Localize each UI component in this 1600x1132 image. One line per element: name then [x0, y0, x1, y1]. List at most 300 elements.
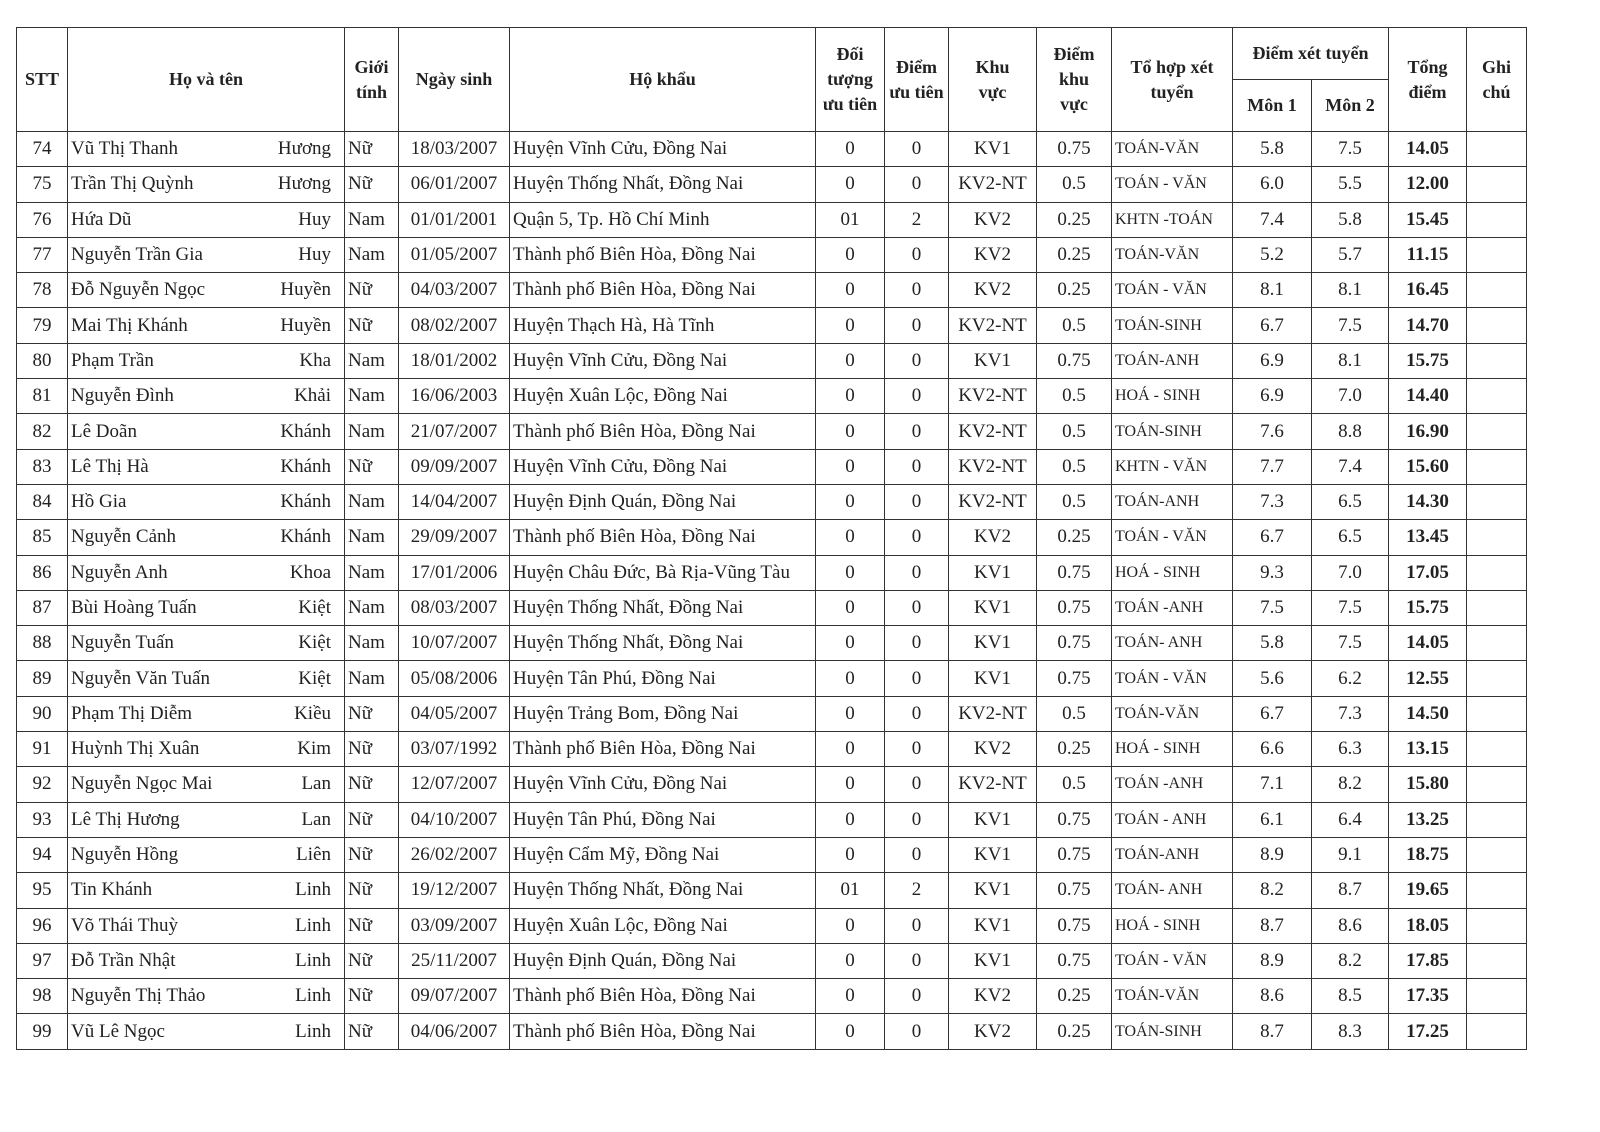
- cell-priority-group: 0: [816, 520, 885, 555]
- cell-surname: Hứa Dũ: [71, 208, 132, 230]
- cell-priority-group: 0: [816, 484, 885, 519]
- cell-dob: 03/07/1992: [399, 732, 510, 767]
- cell-total: 17.35: [1389, 979, 1467, 1014]
- cell-subject2: 8.5: [1312, 979, 1389, 1014]
- cell-stt: 95: [17, 873, 68, 908]
- cell-surname: Nguyễn Hồng: [71, 844, 179, 866]
- cell-region-points: 0.5: [1037, 414, 1112, 449]
- cell-dob: 17/01/2006: [399, 555, 510, 590]
- cell-subject2: 8.1: [1312, 273, 1389, 308]
- cell-given-name: Huyền: [280, 279, 331, 301]
- cell-stt: 88: [17, 626, 68, 661]
- cell-stt: 96: [17, 908, 68, 943]
- cell-subject2: 9.1: [1312, 837, 1389, 872]
- cell-subject1: 7.1: [1233, 767, 1312, 802]
- cell-total: 14.05: [1389, 132, 1467, 167]
- cell-total: 12.00: [1389, 167, 1467, 202]
- cell-address: Thành phố Biên Hòa, Đồng Nai: [510, 273, 816, 308]
- cell-stt: 79: [17, 308, 68, 343]
- cell-subject1: 7.7: [1233, 449, 1312, 484]
- cell-dob: 04/06/2007: [399, 1014, 510, 1049]
- cell-name: [68, 484, 345, 519]
- cell-total: 11.15: [1389, 237, 1467, 272]
- cell-gender: Nữ: [345, 732, 399, 767]
- cell-total: 14.70: [1389, 308, 1467, 343]
- cell-address: Huyện Thống Nhất, Đồng Nai: [510, 167, 816, 202]
- cell-surname: Phạm Trần: [71, 349, 154, 371]
- cell-dob: 18/03/2007: [399, 132, 510, 167]
- cell-region: KV2: [949, 237, 1037, 272]
- cell-priority-group: 0: [816, 343, 885, 378]
- cell-priority-group: 0: [816, 908, 885, 943]
- cell-region-points: 0.75: [1037, 802, 1112, 837]
- cell-subject1: 6.1: [1233, 802, 1312, 837]
- header-priority-points: Điểm ưu tiên: [885, 28, 949, 132]
- cell-dob: 26/02/2007: [399, 837, 510, 872]
- cell-given-name: Kim: [297, 738, 331, 760]
- header-note: Ghi chú: [1467, 28, 1527, 132]
- cell-region-points: 0.75: [1037, 661, 1112, 696]
- cell-stt: 74: [17, 132, 68, 167]
- cell-given-name: Khánh: [280, 455, 331, 477]
- cell-subject2: 7.3: [1312, 696, 1389, 731]
- cell-dob: 21/07/2007: [399, 414, 510, 449]
- cell-subject1: 5.8: [1233, 132, 1312, 167]
- cell-address: Huyện Vĩnh Cửu, Đồng Nai: [510, 449, 816, 484]
- header-region: Khu vực: [949, 28, 1037, 132]
- cell-address: Huyện Vĩnh Cửu, Đồng Nai: [510, 767, 816, 802]
- cell-note: [1467, 590, 1527, 625]
- cell-total: 17.25: [1389, 1014, 1467, 1049]
- cell-priority-group: 0: [816, 943, 885, 978]
- cell-region-points: 0.25: [1037, 237, 1112, 272]
- cell-address: Huyện Châu Đức, Bà Rịa-Vũng Tàu: [510, 555, 816, 590]
- cell-total: 18.75: [1389, 837, 1467, 872]
- cell-stt: 92: [17, 767, 68, 802]
- cell-priority-group: 0: [816, 979, 885, 1014]
- cell-name: [68, 379, 345, 414]
- cell-region: KV2-NT: [949, 484, 1037, 519]
- cell-subject2: 8.1: [1312, 343, 1389, 378]
- cell-subject2: 8.2: [1312, 943, 1389, 978]
- cell-region: KV2-NT: [949, 414, 1037, 449]
- cell-region: KV1: [949, 908, 1037, 943]
- admission-results-table: [16, 27, 1527, 1050]
- cell-region-points: 0.25: [1037, 520, 1112, 555]
- cell-priority-points: 0: [885, 484, 949, 519]
- cell-note: [1467, 167, 1527, 202]
- cell-gender: Nam: [345, 520, 399, 555]
- cell-total: 14.05: [1389, 626, 1467, 661]
- cell-address: Huyện Vĩnh Cửu, Đồng Nai: [510, 132, 816, 167]
- cell-given-name: Lan: [301, 808, 331, 830]
- cell-dob: 09/07/2007: [399, 979, 510, 1014]
- cell-gender: Nữ: [345, 908, 399, 943]
- cell-surname: Tin Khánh: [71, 879, 153, 901]
- cell-subject2: 8.3: [1312, 1014, 1389, 1049]
- cell-region-points: 0.25: [1037, 1014, 1112, 1049]
- cell-total: 14.50: [1389, 696, 1467, 731]
- cell-region: KV1: [949, 590, 1037, 625]
- cell-total: 19.65: [1389, 873, 1467, 908]
- header-scores: Điểm xét tuyển: [1233, 28, 1389, 80]
- cell-subject1: 6.6: [1233, 732, 1312, 767]
- cell-total: 15.45: [1389, 202, 1467, 237]
- cell-gender: Nữ: [345, 696, 399, 731]
- cell-priority-points: 0: [885, 661, 949, 696]
- cell-subject1: 6.9: [1233, 343, 1312, 378]
- cell-region: KV2: [949, 732, 1037, 767]
- cell-subject1: 6.9: [1233, 379, 1312, 414]
- cell-gender: Nữ: [345, 308, 399, 343]
- cell-subject2: 7.5: [1312, 590, 1389, 625]
- cell-name: [68, 732, 345, 767]
- cell-region: KV1: [949, 343, 1037, 378]
- cell-name: [68, 1014, 345, 1049]
- table-row: [17, 767, 1527, 802]
- table-row: [17, 520, 1527, 555]
- cell-given-name: Linh: [295, 985, 331, 1007]
- cell-note: [1467, 873, 1527, 908]
- cell-subject2: 8.6: [1312, 908, 1389, 943]
- table-row: [17, 237, 1527, 272]
- cell-subject1: 8.9: [1233, 943, 1312, 978]
- cell-stt: 76: [17, 202, 68, 237]
- cell-dob: 25/11/2007: [399, 943, 510, 978]
- cell-surname: Võ Thái Thuỳ: [71, 914, 178, 936]
- cell-given-name: Kha: [299, 349, 331, 371]
- cell-priority-points: 0: [885, 590, 949, 625]
- cell-stt: 81: [17, 379, 68, 414]
- cell-surname: Lê Thị Hà: [71, 455, 149, 477]
- cell-subject1: 6.7: [1233, 696, 1312, 731]
- cell-subject1: 6.7: [1233, 308, 1312, 343]
- cell-gender: Nữ: [345, 273, 399, 308]
- cell-subject1: 5.8: [1233, 626, 1312, 661]
- cell-priority-group: 0: [816, 661, 885, 696]
- cell-gender: Nữ: [345, 132, 399, 167]
- cell-name: [68, 802, 345, 837]
- cell-name: [68, 132, 345, 167]
- cell-combo: HOÁ - SINH: [1112, 555, 1233, 590]
- cell-name: [68, 555, 345, 590]
- table-row: [17, 661, 1527, 696]
- cell-name: [68, 520, 345, 555]
- table-row: [17, 873, 1527, 908]
- cell-subject2: 5.8: [1312, 202, 1389, 237]
- cell-subject1: 8.7: [1233, 1014, 1312, 1049]
- header-subject2: Môn 2: [1312, 80, 1389, 132]
- cell-total: 17.85: [1389, 943, 1467, 978]
- cell-region: KV2-NT: [949, 696, 1037, 731]
- cell-address: Thành phố Biên Hòa, Đồng Nai: [510, 414, 816, 449]
- cell-dob: 14/04/2007: [399, 484, 510, 519]
- cell-address: Huyện Cẩm Mỹ, Đồng Nai: [510, 837, 816, 872]
- cell-gender: Nữ: [345, 767, 399, 802]
- cell-combo: TOÁN -ANH: [1112, 767, 1233, 802]
- cell-address: Quận 5, Tp. Hồ Chí Minh: [510, 202, 816, 237]
- cell-combo: TOÁN-VĂN: [1112, 979, 1233, 1014]
- cell-note: [1467, 414, 1527, 449]
- cell-dob: 06/01/2007: [399, 167, 510, 202]
- cell-subject2: 6.5: [1312, 484, 1389, 519]
- cell-subject1: 7.3: [1233, 484, 1312, 519]
- cell-priority-points: 0: [885, 132, 949, 167]
- table-row: [17, 802, 1527, 837]
- cell-address: Huyện Thống Nhất, Đồng Nai: [510, 626, 816, 661]
- table-row: [17, 202, 1527, 237]
- cell-stt: 77: [17, 237, 68, 272]
- cell-name: [68, 167, 345, 202]
- cell-total: 15.75: [1389, 343, 1467, 378]
- cell-name: [68, 449, 345, 484]
- cell-dob: 04/05/2007: [399, 696, 510, 731]
- cell-dob: 03/09/2007: [399, 908, 510, 943]
- cell-region: KV1: [949, 802, 1037, 837]
- cell-address: Huyện Xuân Lộc, Đồng Nai: [510, 908, 816, 943]
- cell-given-name: Linh: [295, 879, 331, 901]
- cell-given-name: Khánh: [280, 491, 331, 513]
- cell-region-points: 0.25: [1037, 732, 1112, 767]
- cell-stt: 97: [17, 943, 68, 978]
- cell-priority-group: 0: [816, 273, 885, 308]
- cell-surname: Phạm Thị Diễm: [71, 702, 193, 724]
- cell-region: KV1: [949, 132, 1037, 167]
- header-name: Họ và tên: [68, 28, 345, 132]
- cell-gender: Nữ: [345, 167, 399, 202]
- cell-given-name: Hương: [277, 138, 331, 160]
- cell-surname: Nguyễn Ngọc Mai: [71, 773, 213, 795]
- table-row: [17, 273, 1527, 308]
- cell-stt: 90: [17, 696, 68, 731]
- cell-stt: 98: [17, 979, 68, 1014]
- cell-combo: HOÁ - SINH: [1112, 908, 1233, 943]
- cell-region: KV1: [949, 555, 1037, 590]
- cell-priority-group: 0: [816, 732, 885, 767]
- cell-address: Huyện Tân Phú, Đồng Nai: [510, 802, 816, 837]
- header-gender: Giới tính: [345, 28, 399, 132]
- cell-name: [68, 308, 345, 343]
- table-row: [17, 484, 1527, 519]
- cell-name: [68, 767, 345, 802]
- cell-subject2: 8.7: [1312, 873, 1389, 908]
- cell-stt: 80: [17, 343, 68, 378]
- cell-stt: 89: [17, 661, 68, 696]
- cell-combo: TOÁN-SINH: [1112, 308, 1233, 343]
- cell-surname: Nguyễn Cảnh: [71, 526, 177, 548]
- cell-address: Thành phố Biên Hòa, Đồng Nai: [510, 1014, 816, 1049]
- cell-region: KV2: [949, 979, 1037, 1014]
- cell-stt: 99: [17, 1014, 68, 1049]
- cell-total: 18.05: [1389, 908, 1467, 943]
- cell-priority-points: 0: [885, 908, 949, 943]
- cell-priority-group: 0: [816, 379, 885, 414]
- cell-combo: TOÁN-SINH: [1112, 414, 1233, 449]
- cell-note: [1467, 943, 1527, 978]
- cell-name: [68, 661, 345, 696]
- cell-priority-group: 0: [816, 449, 885, 484]
- cell-priority-group: 0: [816, 626, 885, 661]
- cell-name: [68, 873, 345, 908]
- cell-stt: 87: [17, 590, 68, 625]
- cell-priority-points: 0: [885, 979, 949, 1014]
- cell-note: [1467, 626, 1527, 661]
- cell-subject2: 6.2: [1312, 661, 1389, 696]
- cell-address: Thành phố Biên Hòa, Đồng Nai: [510, 732, 816, 767]
- table-row: [17, 1014, 1527, 1049]
- cell-priority-points: 0: [885, 520, 949, 555]
- cell-subject1: 5.2: [1233, 237, 1312, 272]
- cell-combo: TOÁN-VĂN: [1112, 696, 1233, 731]
- cell-given-name: Kiều: [294, 702, 331, 724]
- cell-surname: Nguyễn Trần Gia: [71, 244, 203, 266]
- cell-priority-points: 2: [885, 202, 949, 237]
- table-row: [17, 696, 1527, 731]
- cell-total: 15.75: [1389, 590, 1467, 625]
- cell-stt: 93: [17, 802, 68, 837]
- cell-region-points: 0.5: [1037, 696, 1112, 731]
- cell-combo: TOÁN-ANH: [1112, 837, 1233, 872]
- cell-gender: Nam: [345, 343, 399, 378]
- cell-given-name: Huy: [298, 244, 331, 266]
- cell-subject2: 8.2: [1312, 767, 1389, 802]
- cell-subject1: 8.9: [1233, 837, 1312, 872]
- cell-dob: 05/08/2006: [399, 661, 510, 696]
- cell-priority-group: 0: [816, 837, 885, 872]
- cell-subject2: 7.5: [1312, 626, 1389, 661]
- cell-given-name: Huy: [298, 208, 331, 230]
- cell-stt: 75: [17, 167, 68, 202]
- cell-total: 15.80: [1389, 767, 1467, 802]
- cell-note: [1467, 696, 1527, 731]
- cell-subject2: 7.5: [1312, 308, 1389, 343]
- cell-dob: 01/05/2007: [399, 237, 510, 272]
- cell-priority-group: 0: [816, 802, 885, 837]
- cell-priority-group: 01: [816, 873, 885, 908]
- table-row: [17, 379, 1527, 414]
- cell-priority-points: 0: [885, 273, 949, 308]
- cell-region-points: 0.5: [1037, 167, 1112, 202]
- cell-gender: Nữ: [345, 873, 399, 908]
- cell-given-name: Linh: [295, 914, 331, 936]
- cell-gender: Nữ: [345, 979, 399, 1014]
- cell-priority-points: 0: [885, 1014, 949, 1049]
- cell-region-points: 0.5: [1037, 484, 1112, 519]
- cell-name: [68, 696, 345, 731]
- cell-note: [1467, 1014, 1527, 1049]
- cell-total: 15.60: [1389, 449, 1467, 484]
- cell-subject2: 8.8: [1312, 414, 1389, 449]
- cell-region-points: 0.5: [1037, 379, 1112, 414]
- cell-stt: 84: [17, 484, 68, 519]
- cell-combo: TOÁN - ANH: [1112, 802, 1233, 837]
- cell-note: [1467, 520, 1527, 555]
- cell-stt: 94: [17, 837, 68, 872]
- cell-combo: HOÁ - SINH: [1112, 732, 1233, 767]
- cell-given-name: Hương: [277, 173, 331, 195]
- cell-total: 14.30: [1389, 484, 1467, 519]
- header-subject1: Môn 1: [1233, 80, 1312, 132]
- cell-combo: TOÁN - VĂN: [1112, 943, 1233, 978]
- cell-gender: Nữ: [345, 449, 399, 484]
- cell-name: [68, 202, 345, 237]
- cell-name: [68, 979, 345, 1014]
- cell-region: KV2: [949, 202, 1037, 237]
- cell-gender: Nữ: [345, 837, 399, 872]
- cell-priority-points: 0: [885, 943, 949, 978]
- cell-priority-points: 0: [885, 802, 949, 837]
- cell-combo: TOÁN - VĂN: [1112, 273, 1233, 308]
- cell-region: KV2: [949, 520, 1037, 555]
- cell-subject2: 7.0: [1312, 555, 1389, 590]
- cell-given-name: Liên: [296, 844, 331, 866]
- cell-name: [68, 414, 345, 449]
- cell-name: [68, 273, 345, 308]
- cell-priority-points: 0: [885, 237, 949, 272]
- cell-name: [68, 908, 345, 943]
- cell-priority-points: 0: [885, 837, 949, 872]
- cell-note: [1467, 732, 1527, 767]
- cell-priority-points: 0: [885, 167, 949, 202]
- cell-dob: 19/12/2007: [399, 873, 510, 908]
- cell-note: [1467, 661, 1527, 696]
- cell-priority-points: 0: [885, 379, 949, 414]
- cell-address: Thành phố Biên Hòa, Đồng Nai: [510, 237, 816, 272]
- header-priority-group: Đối tượng ưu tiên: [816, 28, 885, 132]
- cell-total: 14.40: [1389, 379, 1467, 414]
- cell-note: [1467, 837, 1527, 872]
- cell-gender: Nam: [345, 590, 399, 625]
- cell-note: [1467, 908, 1527, 943]
- cell-subject2: 6.5: [1312, 520, 1389, 555]
- cell-surname: Nguyễn Đình: [71, 385, 174, 407]
- cell-priority-group: 01: [816, 202, 885, 237]
- cell-subject1: 6.7: [1233, 520, 1312, 555]
- cell-combo: TOÁN - VĂN: [1112, 661, 1233, 696]
- cell-address: Huyện Định Quán, Đồng Nai: [510, 943, 816, 978]
- cell-subject1: 9.3: [1233, 555, 1312, 590]
- cell-surname: Nguyễn Anh: [71, 561, 168, 583]
- table-row: [17, 414, 1527, 449]
- cell-gender: Nam: [345, 202, 399, 237]
- table-row: [17, 732, 1527, 767]
- header-stt: STT: [17, 28, 68, 132]
- cell-gender: Nam: [345, 484, 399, 519]
- cell-surname: Nguyễn Tuấn: [71, 632, 174, 654]
- cell-total: 16.45: [1389, 273, 1467, 308]
- cell-dob: 04/10/2007: [399, 802, 510, 837]
- cell-note: [1467, 343, 1527, 378]
- cell-combo: TOÁN-ANH: [1112, 484, 1233, 519]
- cell-region: KV1: [949, 837, 1037, 872]
- cell-priority-points: 0: [885, 696, 949, 731]
- cell-gender: Nam: [345, 555, 399, 590]
- cell-note: [1467, 979, 1527, 1014]
- cell-region-points: 0.75: [1037, 873, 1112, 908]
- cell-note: [1467, 484, 1527, 519]
- cell-combo: TOÁN - VĂN: [1112, 167, 1233, 202]
- cell-region: KV1: [949, 873, 1037, 908]
- cell-region-points: 0.75: [1037, 943, 1112, 978]
- cell-subject1: 8.7: [1233, 908, 1312, 943]
- cell-note: [1467, 802, 1527, 837]
- cell-dob: 18/01/2002: [399, 343, 510, 378]
- cell-combo: TOÁN-VĂN: [1112, 132, 1233, 167]
- cell-region: KV2: [949, 1014, 1037, 1049]
- cell-total: 17.05: [1389, 555, 1467, 590]
- cell-address: Huyện Thống Nhất, Đồng Nai: [510, 590, 816, 625]
- cell-stt: 82: [17, 414, 68, 449]
